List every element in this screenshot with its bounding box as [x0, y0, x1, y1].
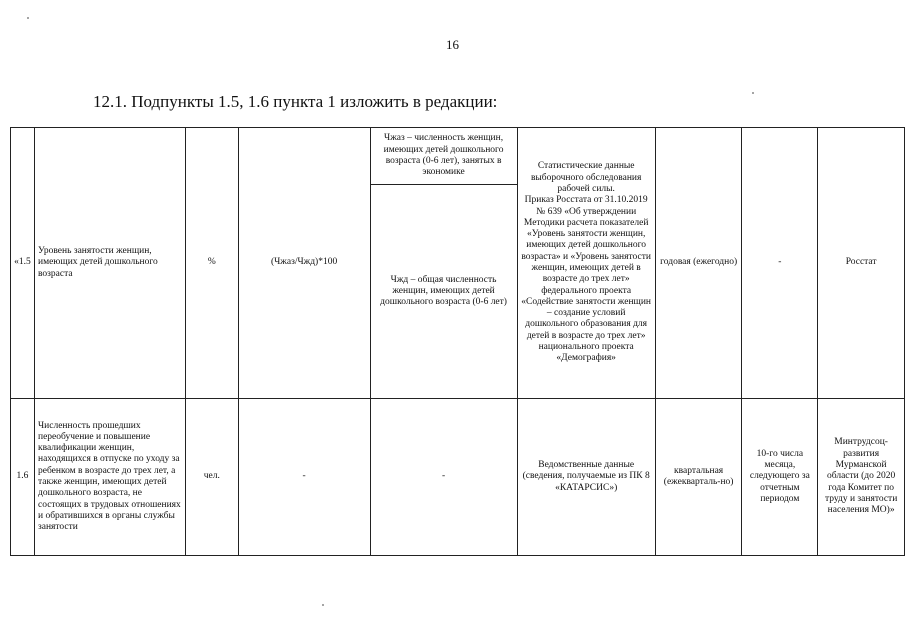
formula-cell: -: [238, 399, 370, 556]
source-cell: Ведомственные данные (сведения, получаемые из ПК 8 «КАТАРСИС»): [517, 399, 655, 556]
row-number: 1.6: [11, 399, 35, 556]
table-row: [11, 128, 905, 185]
responsible-cell: Минтрудсоц-развития Мурманской области (до 2020 года Комитет по труду и занятости населения МО)»: [818, 399, 905, 556]
indicator-name: Уровень занятости женщин, имеющих детей дошкольного возраста: [34, 128, 185, 399]
intro-heading: 12.1. Подпункты 1.5, 1.6 пункта 1 изложить в редакции:: [93, 92, 498, 111]
periodicity-cell: квартальная (ежекварталь-но): [655, 399, 742, 556]
responsible-cell: Росстат: [818, 128, 905, 399]
table-row: [11, 399, 905, 556]
scan-speck: [752, 92, 754, 94]
scan-speck: [322, 604, 324, 606]
indicator-name: Численность прошедших переобучение и повышение квалификации женщин, находящихся в отпуске по уходу за ребенком в возрасте до трех лет, а также женщин, имеющих детей дошкольного возраста, не состоящих в трудовых отношениях и обратившихся в органы службы занятости: [34, 399, 185, 556]
page-number: 16: [446, 37, 459, 52]
formula-cell: (Чжаз/Чжд)*100: [238, 128, 370, 399]
deadline-cell: -: [742, 128, 818, 399]
variable-definition: -: [370, 399, 517, 556]
unit-cell: чел.: [185, 399, 238, 556]
unit-cell: %: [185, 128, 238, 399]
variable-definition: Чжд – общая численность женщин, имеющих детей дошкольного возраста (0-6 лет): [370, 185, 517, 399]
source-cell: Статистические данные выборочного обследования рабочей силы. Приказ Росстата от 31.10.2019 № 639 «Об утверждении Методики расчета показателей «Уровень занятости женщин, имеющих детей дошкольного возраста» и «Уровень занятости женщин, имеющих детей в возрасте до трех лет» федерального проекта «Содействие занятости женщин – создание условий дошкольного образования для детей в возрасте до трех лет» национального проекта «Демография»: [517, 128, 655, 399]
deadline-cell: 10-го числа месяца, следующего за отчетным периодом: [742, 399, 818, 556]
periodicity-cell: годовая (ежегодно): [655, 128, 742, 399]
indicators-table: [10, 127, 905, 556]
row-number: «1.5: [11, 128, 35, 399]
variable-definition: Чжаз – численность женщин, имеющих детей дошкольного возраста (0-6 лет), занятых в экономике: [370, 128, 517, 185]
scan-speck: [27, 17, 29, 19]
